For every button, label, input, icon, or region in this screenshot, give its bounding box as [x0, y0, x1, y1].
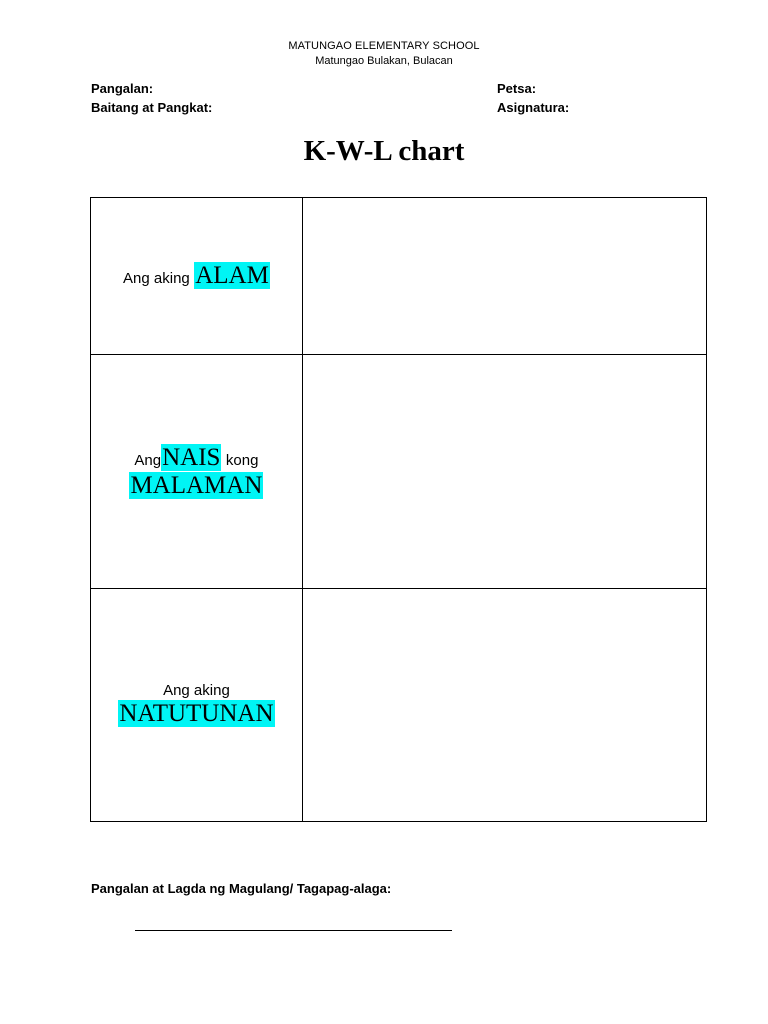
want-label-cell — [91, 355, 303, 589]
school-address: Matungao Bulakan, Bulacan — [315, 55, 453, 67]
want-mid-text: kong — [225, 451, 259, 469]
learned-keyword: NATUTUNAN — [119, 700, 274, 727]
want-keyword-2: MALAMAN — [130, 471, 263, 499]
know-label-cell — [91, 198, 303, 355]
kwl-row-learned — [91, 589, 707, 822]
grade-section-field-label: Baitang at Pangkat: — [91, 100, 213, 115]
learned-lead-text: Ang aking — [163, 682, 230, 699]
subject-field-label: Asignatura: — [497, 100, 570, 115]
kwl-table — [90, 197, 707, 822]
school-name: MATUNGAO ELEMENTARY SCHOOL — [288, 40, 480, 52]
learned-answer-cell[interactable] — [302, 589, 706, 822]
want-keyword: NAIS — [162, 443, 221, 471]
know-lead-text: Ang aking — [123, 270, 190, 287]
learned-label-cell — [91, 589, 303, 822]
want-answer-cell[interactable] — [302, 355, 706, 589]
kwl-row-know — [91, 198, 707, 355]
date-field-label: Petsa: — [497, 81, 537, 96]
page-title: K-W-L chart — [303, 135, 465, 167]
name-field-label: Pangalan: — [91, 81, 154, 96]
kwl-row-want — [91, 355, 707, 589]
parent-signature-label: Pangalan at Lagda ng Magulang/ Tagapag-alaga: — [91, 881, 392, 896]
know-keyword: ALAM — [195, 262, 269, 289]
signature-line[interactable] — [135, 930, 452, 931]
want-lead-text: Ang — [134, 451, 162, 469]
know-answer-cell[interactable] — [302, 198, 706, 355]
